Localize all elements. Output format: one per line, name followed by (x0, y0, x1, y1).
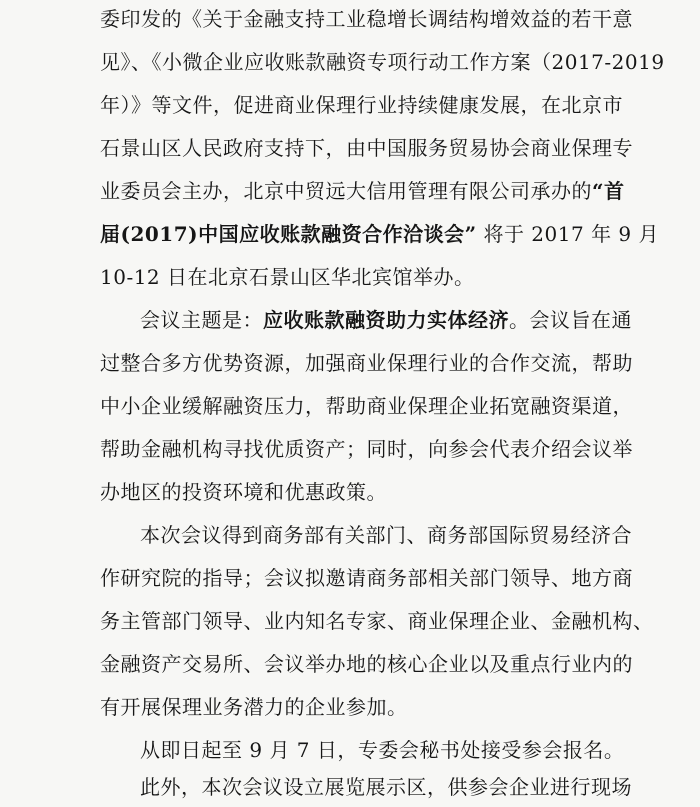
p2-line-4: 帮助金融机构寻找优质资产；同时，向参会代表介绍会议举 (100, 437, 633, 461)
p1-line-7: 10-12 日在北京石景山区华北宾馆举办。 (100, 265, 475, 289)
event-name-start: “首 (592, 179, 625, 203)
p1-line-5 (100, 174, 625, 208)
p3-line-2: 作研究院的指导；会议拟邀请商务部相关部门领导、地方商 (100, 566, 633, 590)
p1-line-5-text: 业委员会主办，北京中贸远大信用管理有限公司承办的 (100, 179, 592, 203)
p3-line-3: 务主管部门领导、业内知名专家、商业保理企业、金融机构、 (100, 609, 654, 633)
p3-line-5: 有开展保理业务潜力的企业参加。 (100, 695, 408, 719)
theme-label: 会议主题是： (140, 308, 263, 332)
p5-line-1: 此外，本次会议设立展览展示区，供参会企业进行现场 (140, 775, 632, 799)
p2-line-2: 过整合多方优势资源，加强商业保理行业的合作交流，帮助 (100, 351, 633, 375)
p1-line-4: 石景山区人民政府支持下，由中国服务贸易协会商业保理专 (100, 136, 633, 160)
p1-line-3: 年）》等文件，促进商业保理行业持续健康发展，在北京市 (100, 93, 623, 117)
p2-line-1-tail: 。会议旨在通 (509, 308, 632, 332)
p1-line-1: 委印发的《关于金融支持工业稳增长调结构增效益的若干意 (100, 7, 633, 31)
p1-line-6-text: 将于 2017 年 9 月 (476, 222, 660, 246)
event-name: 届(2017)中国应收账款融资合作洽谈会” (100, 222, 477, 246)
theme-text: 应收账款融资助力实体经济 (263, 308, 509, 332)
p1-line-6 (100, 217, 660, 251)
p1-line-2: 见》、《小微企业应收账款融资专项行动工作方案（2017-2019 (100, 50, 665, 74)
p3-line-4: 金融资产交易所、会议举办地的核心企业以及重点行业内的 (100, 652, 633, 676)
p2-line-1 (100, 303, 632, 337)
p4-line-1: 从即日起至 9 月 7 日，专委会秘书处接受参会报名。 (140, 738, 625, 762)
p2-line-3: 中小企业缓解融资压力，帮助商业保理企业拓宽融资渠道， (100, 394, 633, 418)
p3-line-1: 本次会议得到商务部有关部门、商务部国际贸易经济合 (140, 523, 632, 547)
p2-line-5: 办地区的投资环境和优惠政策。 (100, 480, 387, 504)
